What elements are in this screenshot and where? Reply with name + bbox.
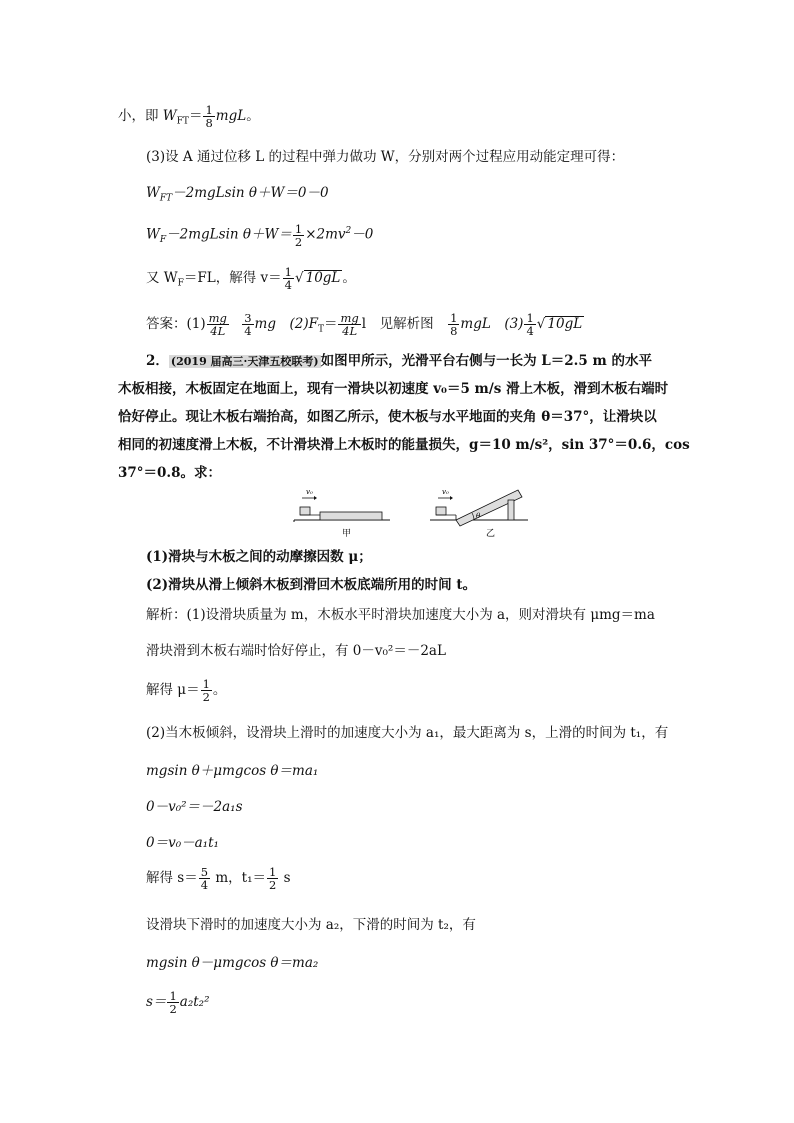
text-run: 。: [246, 108, 260, 124]
numerator: 1: [284, 265, 292, 279]
math-expr: ×2mv: [305, 226, 346, 243]
text-run: 木板相接，木板固定在地面上，现有一滑块以初速度 v₀＝5 m/s 滑上木板，滑到木板右端时: [118, 381, 669, 397]
math-expr: mgL (3): [460, 316, 524, 332]
fraction: [242, 312, 253, 337]
math-var: W: [146, 185, 160, 201]
text-run: 解得 μ＝: [146, 682, 200, 698]
math-expr: 0＝v₀－a₁t₁: [146, 835, 219, 851]
text-run: (2)滑块从滑上倾斜木板到滑回木板底端所用的时间 t。: [146, 577, 477, 593]
denominator: 2: [202, 690, 210, 704]
answer-label: 答案：(1): [146, 316, 206, 332]
text-run: s: [279, 870, 291, 886]
math-expr: －0: [351, 226, 374, 243]
source-tag: (2019 届高三·天津五校联考): [170, 355, 319, 368]
numerator: 1: [294, 221, 303, 236]
question-line: [146, 548, 372, 566]
question-line: [146, 576, 476, 594]
math-expr: s＝: [146, 994, 167, 1010]
text-line: [146, 148, 624, 166]
solution-line: [146, 678, 226, 703]
denominator: 8: [450, 324, 458, 338]
denominator: 4: [200, 878, 209, 892]
fraction: [448, 312, 459, 337]
equation-line: [146, 184, 329, 208]
fraction: [203, 104, 214, 129]
numerator: 1: [169, 989, 177, 1003]
support: [508, 500, 514, 520]
text-line: [118, 104, 260, 131]
fraction: [199, 866, 210, 891]
text-run: (1)滑块与木板之间的动摩擦因数 μ；: [146, 549, 372, 565]
numerator: 1: [202, 677, 210, 691]
text-run: (2)当木板倾斜，设滑块上滑时的加速度大小为 a₁，最大距离为 s，上滑的时间为 t₁，有: [146, 725, 669, 741]
text-run: ＝: [323, 316, 338, 332]
text-run: ＝FL，解得 v＝: [183, 270, 282, 286]
equation-line: [146, 990, 209, 1015]
text-run: 。: [212, 682, 227, 698]
text-run: m，t₁＝: [211, 870, 266, 886]
text-run: 如图甲所示，光滑平台右侧与一长为 L＝2.5 m 的水平: [320, 353, 652, 369]
math-expr: －2mgLsin θ＋W＝0－0: [172, 185, 329, 201]
numerator: mg: [340, 311, 359, 325]
denominator: 4: [284, 278, 292, 292]
text-run: (3)设 A 通过位移 L 的过程中弹力做功 W，分别对两个过程应用动能定理可得：: [146, 149, 625, 165]
problem-line: [118, 464, 221, 482]
text-run: 37°＝0.8。求：: [118, 465, 222, 481]
equation-line: [146, 954, 318, 972]
figure-label: 乙: [486, 529, 496, 539]
math-expr: mg (2)F: [254, 316, 318, 332]
text-run: l 见解析图: [361, 316, 448, 332]
denominator: 4L: [338, 324, 360, 337]
math-expr: a₂t₂²: [179, 994, 210, 1010]
slider-block: [300, 507, 310, 515]
problem-line: [118, 380, 668, 398]
math-var: mgL: [215, 108, 247, 124]
subscript: T: [317, 324, 324, 335]
numerator: mg: [208, 311, 227, 325]
text-run: 解得 s＝: [146, 870, 198, 886]
text-run: 相同的初速度滑上木板，不计滑块滑上木板时的能量损失，g＝10 m/s²，sin 37°＝0.6，cos: [118, 437, 690, 453]
superscript: 2: [345, 226, 352, 236]
denominator: 2: [269, 878, 277, 892]
numerator: 1: [269, 865, 277, 879]
denominator: 4: [244, 324, 252, 338]
sqrt-icon: √: [295, 270, 304, 286]
denominator: 2: [294, 234, 303, 249]
equation-line: [146, 798, 243, 816]
fraction: [267, 866, 278, 891]
denominator: 2: [169, 1002, 177, 1016]
board: [320, 512, 382, 520]
radicand: 10gL: [305, 270, 341, 286]
numerator: 1: [526, 311, 534, 325]
fraction: [283, 266, 294, 291]
denominator: 8: [205, 116, 213, 130]
solution-line: [146, 916, 476, 934]
fraction: [293, 223, 304, 248]
slider-block: [436, 507, 446, 515]
figure-jia: [294, 488, 390, 539]
equation-line: [146, 222, 373, 249]
equation-line: [146, 834, 219, 852]
text-run: 滑块滑到木板右端时恰好停止，有 0－v₀²＝－2aL: [146, 643, 446, 659]
denominator: 4: [526, 324, 534, 338]
numerator: 1: [205, 103, 213, 117]
velocity-label: v₀: [442, 488, 449, 496]
solution-line: [146, 606, 655, 624]
sqrt-icon: √: [536, 316, 546, 332]
text-run: 又 W: [146, 270, 178, 286]
numerator: 3: [244, 311, 252, 325]
subscript: FT: [159, 193, 173, 204]
math-expr: mgsin θ＋μmgcos θ＝ma₁: [146, 763, 319, 779]
figure-yi: [430, 488, 528, 539]
math-var: W: [146, 226, 160, 243]
velocity-label: v₀: [306, 488, 313, 496]
angle-label: θ: [476, 512, 481, 520]
radicand: 10gL: [547, 316, 583, 332]
math-expr: －2mgLsin θ＋W＝: [166, 226, 292, 243]
fraction: [524, 312, 535, 337]
math-expr: mgsin θ－μmgcos θ＝ma₂: [146, 955, 319, 971]
figure-label: 甲: [342, 529, 352, 539]
problem-line: [118, 436, 690, 454]
fraction: [207, 312, 229, 337]
answer-line: [146, 312, 584, 339]
equation-line: [146, 762, 318, 780]
subscript: F: [159, 235, 167, 246]
denominator: 4L: [207, 324, 229, 337]
solution-line: [146, 642, 446, 660]
math-expr: 0－v₀²＝－2a₁s: [146, 799, 243, 815]
subscript: F: [177, 278, 184, 289]
solution-line: [146, 866, 291, 891]
fraction: [338, 312, 360, 337]
equation-line: [146, 266, 356, 293]
problem-line: [118, 408, 657, 426]
text-run: 解析：(1)设滑块质量为 m，木板水平时滑块加速度大小为 a，则对滑块有 μmg＝ma: [146, 607, 655, 623]
text-run: 小，即: [118, 108, 163, 124]
text-run: 恰好停止。现让木板右端抬高，如图乙所示，使木板与水平地面的夹角 θ＝37°，让滑块以: [118, 409, 657, 425]
text-run: 设滑块下滑时的加速度大小为 a₂，下滑的时间为 t₂，有: [146, 917, 476, 933]
text-run: 。: [342, 270, 356, 286]
fraction: [167, 990, 178, 1015]
solution-line: [146, 724, 668, 742]
subscript: FT: [176, 116, 189, 127]
text-run: ＝: [188, 108, 203, 124]
numerator: 1: [450, 311, 458, 325]
math-var: W: [162, 108, 177, 124]
fraction: [201, 678, 212, 703]
problem-line: [146, 352, 652, 371]
numerator: 5: [200, 865, 209, 879]
problem-number: 2．: [146, 353, 169, 369]
problem-figure: [290, 482, 530, 544]
